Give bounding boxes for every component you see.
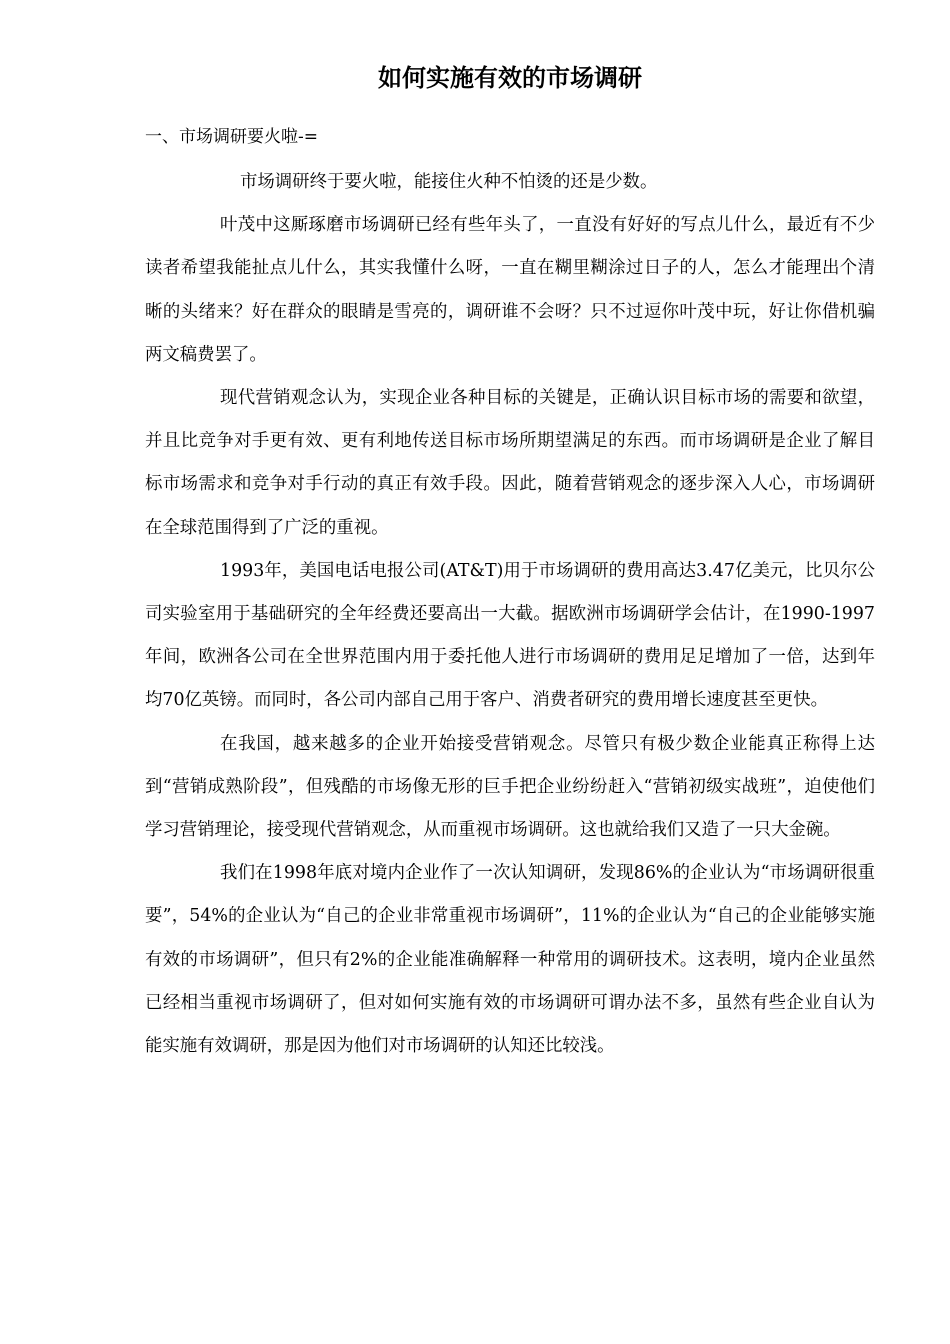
paragraph: 我们在1998年底对境内企业作了一次认知调研，发现86%的企业认为“市场调研很重要”，54%的企业认为“自己的企业非常重视市场调研”，11%的企业认为“自己的企业能够实施有效的市场调研”，但只有2%的企业能准确解释一种常用的调研技术。这表明，境内企业虽然已经相当重视市场调研了，但对如何实施有效的市场调研可谓办法不多，虽然有些企业自认为能实施有效调研，那是因为他们对市场调研的认知还比较浅。: [145, 863, 875, 1057]
paragraph: 1993年，美国电话电报公司(AT&T)用于市场调研的费用高达3.47亿美元，比贝尔公司实验室用于基础研究的全年经费还要高出一大截。据欧洲市场调研学会估计，在1990-1997 年间，欧洲各公司在全世界范围内用于委托他人进行市场调研的费用足足增加了一倍，达到年均70亿英镑。而同时，各公司内部自己用于客户、消费者研究的费用增长速度甚至更快。: [145, 560, 875, 711]
paragraph: 现代营销观念认为，实现企业各种目标的关键是，正确认识目标市场的需要和欲望，并且比竞争对手更有效、更有利地传送目标市场所期望满足的东西。而市场调研是企业了解目标市场需求和竞争对手行动的真正有效手段。因此，随着营销观念的逐步深入人心，市场调研在全球范围得到了广泛的重视。: [145, 388, 875, 538]
paragraph: 叶茂中这厮琢磨市场调研已经有些年头了，一直没有好好的写点儿什么，最近有不少读者希望我能扯点儿什么，其实我懂什么呀，一直在糊里糊涂过日子的人，怎么才能理出个清晰的头绪来？好在群众的眼睛是雪亮的，调研谁不会呀？只不过逗你叶茂中玩，好让你借机骗两文稿费罢了。: [145, 215, 875, 365]
paragraph-lead: 市场调研终于要火啦，能接住火种不怕烫的还是少数。: [240, 172, 658, 192]
paragraph: 在我国，越来越多的企业开始接受营销观念。尽管只有极少数企业能真正称得上达到“营销成熟阶段”，但残酷的市场像无形的巨手把企业纷纷赶入“营销初级实战班”，迫使他们学习营销理论，接受现代营销观念，从而重视市场调研。这也就给我们又造了一只大金碗。: [145, 733, 875, 841]
document-title: 如何实施有效的市场调研: [378, 63, 642, 92]
body-text: [145, 161, 875, 1068]
section-heading: 一、市场调研要火啦-=: [145, 127, 318, 147]
